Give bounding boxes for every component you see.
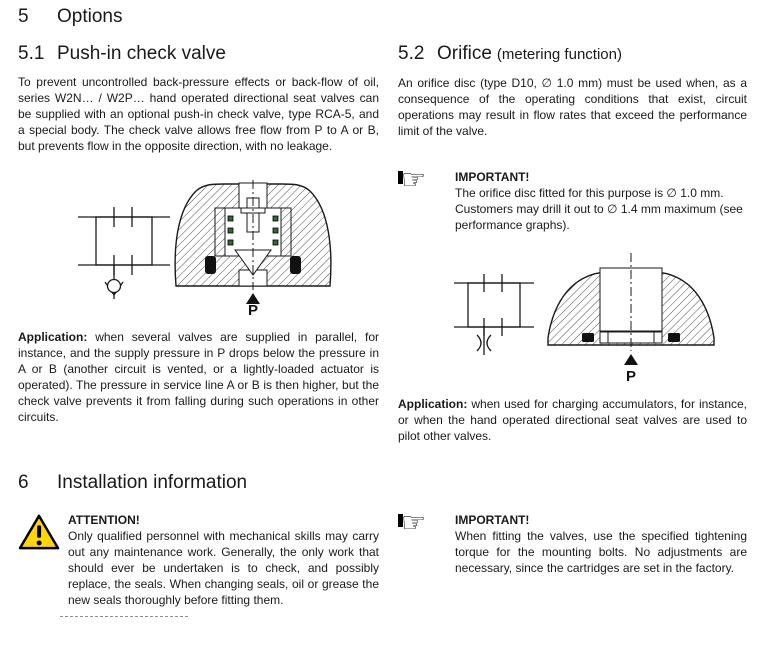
seal-left bbox=[582, 333, 594, 342]
section-5-2-application bbox=[398, 396, 747, 444]
application-label: Application: bbox=[18, 330, 88, 344]
flow-arrow-icon bbox=[624, 354, 638, 365]
check-valve-cross-section bbox=[175, 180, 331, 316]
section-5-1-body: To prevent uncontrolled back-pressure effects or back-flow of oil, series W2N… / W2P… hand operated directional seat valves can be supplied with an optional push-in check valve, type RCA-5, and a special body. The check valve allows free flow from P to A or B, but prevents flow in the opposite direction, with no leakage. bbox=[18, 75, 379, 153]
orifice-cross-section bbox=[548, 253, 714, 385]
important-note-title: IMPORTANT! bbox=[455, 170, 530, 184]
port-p-label: P bbox=[247, 302, 259, 316]
important-note-orifice bbox=[398, 164, 747, 233]
orifice-figure-svg bbox=[448, 253, 728, 385]
dashed-divider-stub bbox=[60, 616, 188, 617]
attention-note bbox=[18, 512, 379, 608]
port-p-label: P bbox=[625, 368, 637, 385]
section-5-2-body: An orifice disc (type D10, ∅ 1.0 mm) must be used when, as a consequence of the operating conditions that exist, circuit operations may result in flow rates that exceed the performance limit of the valve. bbox=[398, 76, 747, 138]
section-6-title: Installation information bbox=[57, 472, 248, 493]
check-valve-figure-svg bbox=[76, 178, 346, 316]
section-5-1-title: Push-in check valve bbox=[57, 43, 226, 64]
important-note-installation bbox=[398, 507, 747, 576]
section-6-number: 6 bbox=[18, 472, 29, 493]
section-5-1-heading bbox=[18, 43, 379, 65]
section-5-2-title: Orifice bbox=[437, 43, 492, 64]
manicule-icon: ☞ bbox=[398, 170, 426, 187]
application-text: when used for charging accumulators, for instance, or when the hand operated directional seat valves are used to pilot other valves. bbox=[398, 397, 747, 443]
important-note-text: When fitting the valves, use the specified tightening torque for the mounting bolts. No adjustments are necessary, since the cartridges are set in the factory. bbox=[455, 529, 747, 575]
section-5-title: Options bbox=[57, 6, 123, 27]
application-label: Application: bbox=[398, 397, 468, 411]
section-5-2-subtitle: (metering function) bbox=[496, 46, 622, 63]
important-note-title: IMPORTANT! bbox=[455, 513, 530, 527]
section-5-2-number: 5.2 bbox=[398, 43, 425, 64]
seal-oring-right bbox=[290, 256, 301, 274]
manicule-icon: ☞ bbox=[398, 513, 426, 530]
orifice-figure bbox=[448, 253, 747, 390]
orifice-symbol bbox=[454, 274, 534, 355]
section-5-number: 5 bbox=[18, 6, 29, 27]
check-valve-figure bbox=[76, 178, 379, 321]
section-5-1-number: 5.1 bbox=[18, 43, 45, 64]
attention-note-text: Only qualified personnel with mechanical skills may carry out any maintenance work. Generally, the only work that should ever be undertaken is to check, and possibly replace, the seals. When changing seals, oil or grease the new seals thoroughly before fitting them. bbox=[68, 529, 379, 607]
installation-notes bbox=[18, 488, 747, 608]
section-5-heading bbox=[18, 6, 747, 28]
check-valve-symbol bbox=[78, 207, 170, 299]
section-5-1-application bbox=[18, 329, 379, 425]
application-text: when several valves are supplied in parallel, for instance, and the supply pressure in P drops below the pressure in A or B (another circuit is vented, or a lightly-loaded actuator is operated). The pressure in service line A or B is then higher, but the check valve prevents it from falling during such operations in other circuits. bbox=[18, 330, 379, 424]
column-5-1 bbox=[18, 28, 379, 425]
important-note-text: The orifice disc fitted for this purpose is ∅ 1.0 mm. Customers may drill it out to ∅ 1.4 mm maximum (see performance graphs). bbox=[455, 186, 743, 232]
attention-note-title: ATTENTION! bbox=[68, 513, 140, 527]
column-5-2 bbox=[398, 28, 747, 444]
options-columns bbox=[18, 28, 747, 444]
warning-triangle-icon bbox=[18, 513, 60, 551]
seal-right bbox=[668, 333, 680, 342]
section-5-2-heading bbox=[398, 43, 747, 66]
seal-oring-left bbox=[205, 256, 216, 274]
